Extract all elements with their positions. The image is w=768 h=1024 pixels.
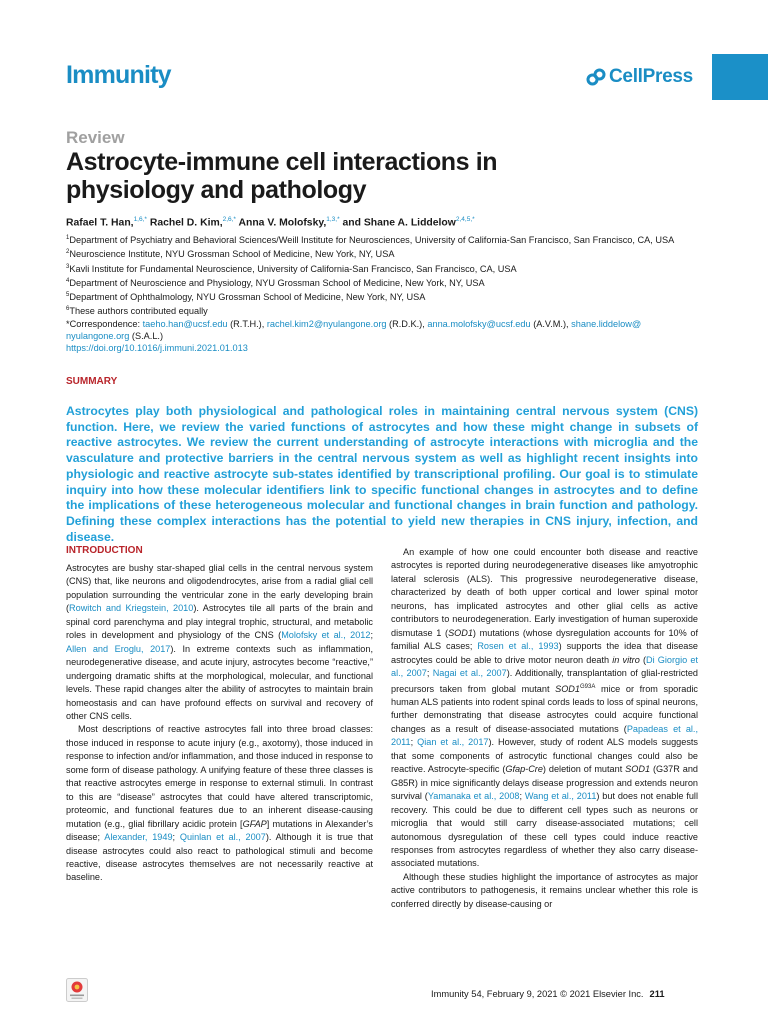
author-initials: (S.A.L.) xyxy=(129,330,164,341)
page-footer xyxy=(431,989,665,999)
text-run: ( xyxy=(639,654,647,665)
text-run: Although these studies highlight the importance of astrocytes as major active contributors to pathogenesis, it remains unclear whether this role is conferred directly by disease-causing or xyxy=(391,871,698,909)
doi-link[interactable]: https://doi.org/10.1016/j.immuni.2021.01.013 xyxy=(66,343,248,353)
journal-name: Immunity xyxy=(66,61,171,89)
email-link[interactable]: rachel.kim2@nyulangone.org xyxy=(266,318,387,329)
author-initials: (R.D.K.), xyxy=(386,318,428,329)
email-link[interactable]: shane.liddelow@ nyulangone.org xyxy=(66,318,642,341)
text-run: ; xyxy=(519,791,525,802)
citation-link[interactable]: Quinlan et al., 2007 xyxy=(179,832,266,843)
superscript: G93A xyxy=(579,683,596,690)
text-run: ; xyxy=(426,668,433,679)
section-tab-marker xyxy=(712,54,768,100)
affiliation-text: Department of Psychiatry and Behavioral Sciences/Weill Institute for Neurosciences, University of California-San Francisco, San Francisco, CA, USA xyxy=(69,235,675,246)
author-name: and Shane A. Liddelow xyxy=(342,217,456,229)
affiliations-block xyxy=(66,232,702,354)
affiliation-line xyxy=(66,303,702,317)
affiliation-line xyxy=(66,261,702,275)
text-run: ; xyxy=(370,630,373,641)
citation-link[interactable]: Wang et al., 2011 xyxy=(524,791,597,802)
text-run: ] mutations in Alexander’s disease; xyxy=(66,818,373,843)
author-affiliation-marker: 2,6,* xyxy=(222,216,236,223)
text-run: ). In extreme contexts such as inflammation, neurodegenerative disease, and acute injury, astrocytes become “reactive,” undergoing dramatic shifts at the morphological, molecular, and functional levels. These rapid changes alter the ability of astrocytes to maintain brain homeostasis and can have profound effects on survival and recovery of other CNS cells. xyxy=(66,643,373,721)
affiliation-text: Department of Ophthalmology, NYU Grossman School of Medicine, New York, NY, USA xyxy=(69,292,426,303)
body-column-right xyxy=(391,546,698,911)
text-run: mice or from sporadic human ALS patients into rodent spinal cords leads to loss of spinal neurons, further demonstrating that disease astrocytes could acquire functional changes as a result of disease-associated mutations ( xyxy=(391,683,698,734)
text-run: ) mutations (whose dysregulation accounts for 10% of familial ALS cases; xyxy=(391,627,698,652)
paragraph xyxy=(391,546,698,871)
affiliation-text: Department of Neuroscience and Physiology, NYU Grossman School of Medicine, New York, NY, USA xyxy=(69,277,485,288)
italic-term: GFAP xyxy=(242,818,267,829)
correspondence xyxy=(66,318,702,342)
cellpress-logo[interactable] xyxy=(586,66,693,88)
author-initials: (A.V.M.), xyxy=(530,318,572,329)
check-for-updates-icon[interactable] xyxy=(66,978,88,1002)
author-affiliation-marker: 2,4,5,* xyxy=(455,216,475,223)
italic-term: Gfap-Cre xyxy=(505,764,543,775)
affiliation-line xyxy=(66,289,702,303)
text-run: ) but does not enable full recovery. This could be due to different cell types such as neurons or microglia that would still carry disease-associated mutations; cell autonomous dysregulation of these cell types could induce reactive responses from astrocytes regardless of whether they also carry disease-associated mutations. xyxy=(391,791,698,869)
author-affiliation-marker: 1,6,* xyxy=(133,216,147,223)
text-run: ; xyxy=(172,832,180,843)
affiliation-number: 6 xyxy=(66,306,70,313)
text-run: ). Astrocytes tile all parts of the brain and spinal cord parenchyma and play integral trophic, structural, and metabolic roles in development and physiology of the CNS ( xyxy=(66,603,373,641)
citation-link[interactable]: Rosen et al., 1993 xyxy=(477,641,559,652)
affiliation-line xyxy=(66,246,702,260)
affiliation-number: 5 xyxy=(66,292,70,299)
text-run: Most descriptions of reactive astrocytes fall into three broad classes: those induced in response to acute injury (e.g., axotomy), those induced in response to infection and/or inflammation, and those induced in response to some form of disease pathology. A unifying feature of these three classes is that reactive astrocytes emerge in response to external stimuli. In contrast to this are “disease” astrocytes that could have altered transcriptomic, proteomic, and functional features due to an inherent disease-causing mutation (e.g., glial fibrillary acidic protein [ xyxy=(66,724,373,829)
affiliation-number: 1 xyxy=(66,235,70,241)
text-run: ; xyxy=(410,737,418,748)
summary-heading: SUMMARY xyxy=(66,376,118,387)
citation-link[interactable]: Molofsky et al., 2012 xyxy=(281,630,371,641)
author-initials: (R.T.H.), xyxy=(227,318,267,329)
email-link[interactable]: taeho.han@ucsf.edu xyxy=(142,318,228,329)
affiliation-number: 3 xyxy=(66,263,70,270)
affiliation-text: Kavli Institute for Fundamental Neuroscience, University of California-San Francisco, San Francisco, CA, USA xyxy=(69,263,517,274)
paragraph xyxy=(391,871,698,911)
text-run: ). However, study of rodent ALS models suggests that some components of astrocytic functional changes could also be reactive. Astrocyte-specific ( xyxy=(391,737,698,775)
paragraph xyxy=(66,723,373,884)
affiliation-text: These authors contributed equally xyxy=(69,306,208,317)
text-run: Astrocytes are bushy star-shaped glial cells in the central nervous system (CNS) that, like neurons and oligodendrocytes, arise from a radial glial cell population surrounding the ventricular zone in the early developing brain ( xyxy=(66,563,373,614)
citation-line: Immunity 54, February 9, 2021 © 2021 Elsevier Inc. xyxy=(431,989,644,999)
author-name: Anna V. Molofsky, xyxy=(238,217,327,229)
text-run: An example of how one could encounter both disease and reactive astrocytes is reported during neurodegenerative diseases like amyotrophic lateral sclerosis (ALS). This progressive neurodegenerative disease, characterized by death of both upper cortical and lower spinal motor neurons, has implicated astrocytes and other glial cells as active contributors to neurodegeneration. Early investigation of human superoxide dismutase 1 ( xyxy=(391,547,698,638)
article-type: Review xyxy=(66,128,125,147)
author-affiliation-marker: 1,3,* xyxy=(326,216,340,223)
citation-link[interactable]: Allen and Eroglu, 2017 xyxy=(66,643,171,654)
citation-link[interactable]: Rowitch and Kriegstein, 2010 xyxy=(69,603,194,614)
italic-term: SOD1 xyxy=(625,764,651,775)
author-name: Rafael T. Han, xyxy=(66,217,134,229)
italic-term: SOD1 xyxy=(555,683,580,694)
correspondence-label: *Correspondence: xyxy=(66,318,143,329)
email-link[interactable]: anna.molofsky@ucsf.edu xyxy=(427,318,531,329)
text-run: ) supports the idea that disease astrocytes could be able to drive motor neuron death xyxy=(391,641,698,665)
summary-text: Astrocytes play both physiological and pathological roles in maintaining central nervous system (CNS) function. Here, we review the varied functions of astrocytes and how these might change in subsets of reactive astrocytes. We review the current understanding of astrocyte interactions with microglia and the vasculature and protective barriers in the central nervous system as well as highlight recent insights into physiologic and reactive astrocyte sub-states identified by transcriptional profiling. Our goal is to stimulate inquiry into how these molecular identifiers link to specific functional changes in astrocytes and to define the implications of these heterogeneous molecular and functional changes in brain function and pathology. Defining these complex interactions has the potential to yield new therapies in CNS injury, infection, and disease. xyxy=(66,404,698,544)
italic-term: in vitro xyxy=(612,654,640,665)
affiliation-text: Neuroscience Institute, NYU Grossman School of Medicine, New York, NY, USA xyxy=(69,249,395,260)
affiliation-line xyxy=(66,275,702,289)
text-run: ). Additionally, transplantation of glial-restricted precursors taken from global mutant xyxy=(391,668,698,694)
citation-link[interactable]: Di Giorgio et al., 2007 xyxy=(391,654,698,679)
publisher-name: CellPress xyxy=(609,66,693,87)
affiliation-list xyxy=(66,232,702,318)
citation-link[interactable]: Papadeas et al., 2011 xyxy=(391,723,698,748)
text-run: ) deletion of mutant xyxy=(542,764,626,775)
affiliation-number: 4 xyxy=(66,277,70,284)
citation-link[interactable]: Yamanaka et al., 2008 xyxy=(427,791,520,802)
text-run: (G37R and G85R) in mice significantly delays disease progression and extends neuron survival ( xyxy=(391,764,698,802)
citation-link[interactable]: Qian et al., 2017 xyxy=(417,737,489,748)
cellpress-logo-icon xyxy=(586,67,606,87)
italic-term: SOD1 xyxy=(448,627,473,638)
introduction-heading: INTRODUCTION xyxy=(66,545,143,556)
paragraph xyxy=(66,562,373,723)
citation-link[interactable]: Alexander, 1949 xyxy=(104,832,173,843)
affiliation-number: 2 xyxy=(66,249,70,256)
body-column-left xyxy=(66,562,373,885)
author-name: Rachel D. Kim, xyxy=(149,217,223,229)
text-run: ). Although it is true that disease astrocytes could also react to pathological stimuli and become reactive, disease astrocytes themselves are not necessarily reactive at baseline. xyxy=(66,832,373,883)
citation-link[interactable]: Nagai et al., 2007 xyxy=(432,668,507,679)
affiliation-line xyxy=(66,232,702,246)
article-title: Astrocyte-immune cell interactions in physiology and pathology xyxy=(66,148,498,204)
page-number: 211 xyxy=(649,989,665,999)
author-list xyxy=(66,216,475,228)
